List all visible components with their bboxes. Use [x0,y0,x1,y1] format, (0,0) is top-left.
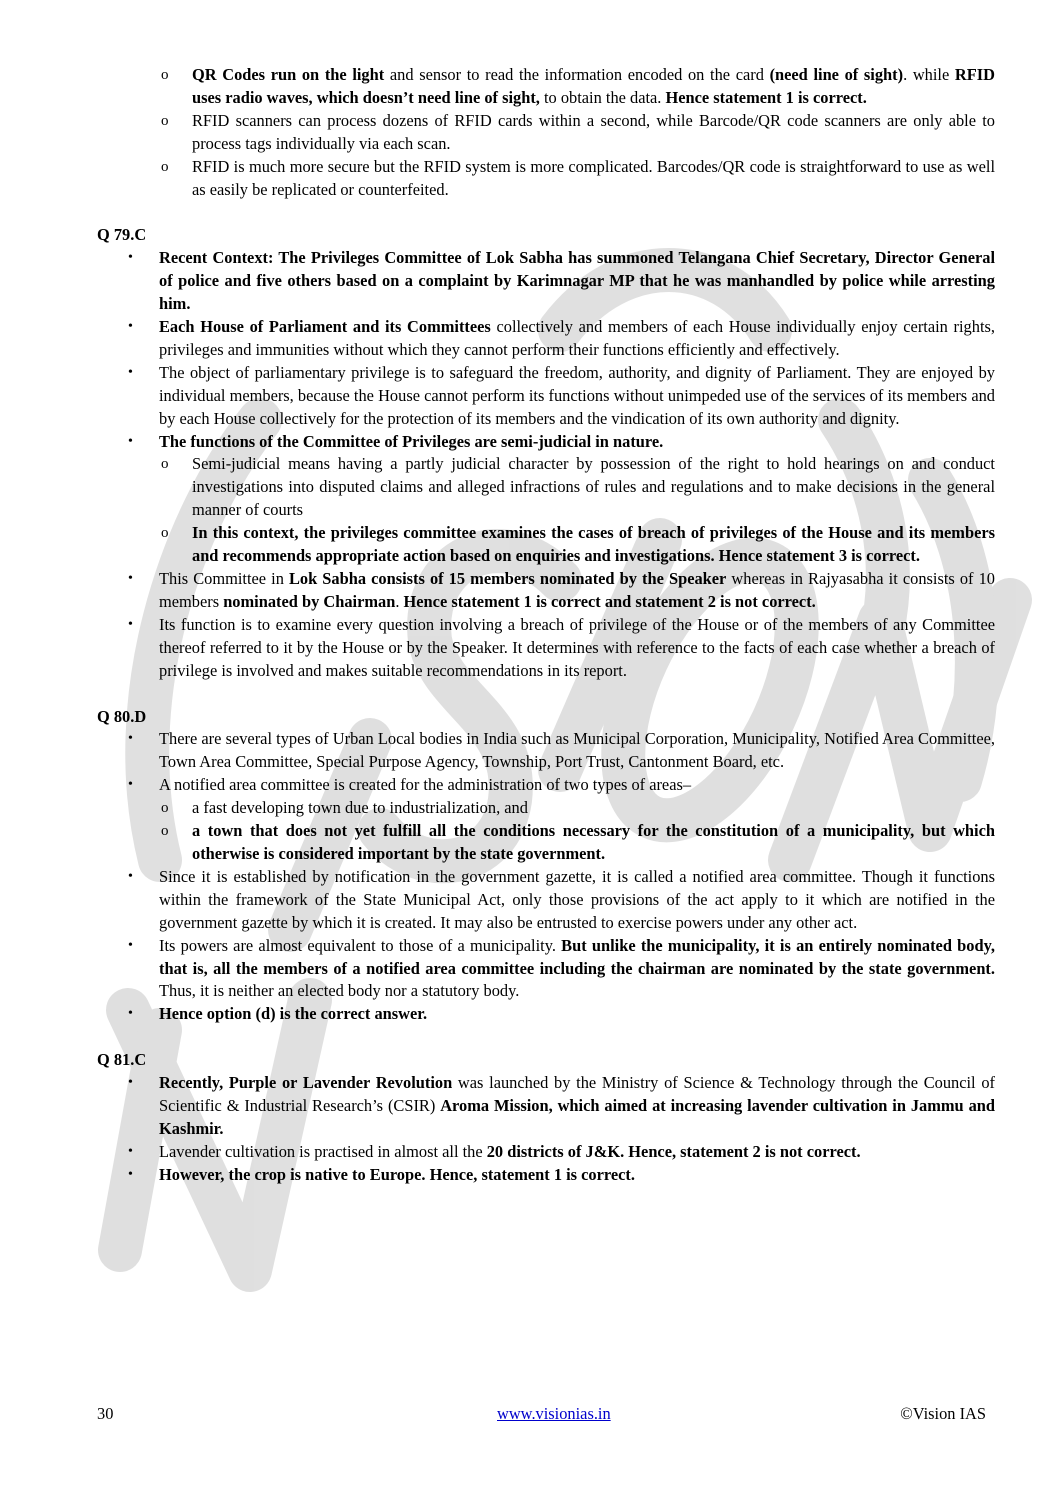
text-segment: Thus, it is neither an elected body nor a statutory body. [159,981,520,1001]
bullet-dot-icon: • [128,868,133,884]
bullet-dot-icon: • [128,777,133,793]
bullet-item [97,1003,995,1026]
page-footer [97,1403,986,1425]
text-segment: was launched by the Ministry of Science & Technology through the Council of Scientific & Industrial Research’s (CSIR) [159,1073,995,1116]
sub-bullet-item [97,453,995,522]
text-segment: whereas in Rajyasabha it consists of 10 members [159,569,995,611]
text-segment: RFID scanners can process dozens of RFID cards within a second, while Barcode/QR code scanners are only able to process tags individually via each scan. [192,110,995,153]
copyright-text: ©Vision IAS [900,1404,986,1423]
bold-text-segment: 20 districts of J&K. Hence, statement 2 is not correct. [486,1141,861,1161]
bold-text-segment: Recently, Purple or Lavender Revolution [159,1073,453,1093]
page-number: 30 [97,1404,114,1423]
bullet-dot-icon: • [128,433,133,449]
sub-bullet-item [97,797,995,820]
sub-bullet-item [97,522,995,568]
question-heading: Q 80.D [97,706,147,726]
bullet-dot-icon: • [128,937,133,953]
bold-text-segment: However, the crop is native to Europe. Hence, statement 1 is correct. [159,1164,635,1184]
bold-text-segment: In this context, the privileges committee examines the cases of breach of privileges of the House and its members and recommends appropriate action based on enquiries and investigations. Hence statement 3 is correct. [192,523,995,566]
hollow-circle-bullet-icon: o [161,456,169,473]
bullet-item [97,316,995,362]
text-segment: RFID is much more secure but the RFID system is more complicated. Barcodes/QR code is straightforward to use as well as easily be replicated or counterfeited. [192,156,995,199]
text-segment: to obtain the data. [539,87,666,107]
bold-text-segment: (need line of sight) [769,65,904,84]
question-section [97,706,995,1027]
text-segment: Its function is to examine every question involving a breach of privilege of the House or of the members of any Committee thereof referred to it by the House or by the Speaker. It determines with reference to the facts of each case whether a breach of privilege is involved and makes suitable recommendations in its report. [159,614,995,680]
hollow-circle-bullet-icon: o [161,823,169,840]
bullet-item [97,247,995,316]
bold-text-segment: Recent Context: The Privileges Committee of Lok Sabha has summoned Telangana Chief Secretary, Director General of police and five others based on a complaint by Karimnagar MP that he was manhandled by police while arresting him. [159,248,995,314]
bullet-dot-icon: • [128,731,133,747]
text-segment: This Committee in [159,569,289,589]
hollow-circle-bullet-icon: o [161,112,169,129]
text-segment: Its powers are almost equivalent to those of a municipality. [159,935,562,955]
text-segment: collectively and members of each House individually enjoy certain rights, privileges and immunities without which they cannot perform their functions efficiently and effectively. [159,317,995,359]
question-section [97,224,995,682]
text-segment: a fast developing town due to industrialization, and [192,798,528,818]
hollow-circle-bullet-icon: o [161,158,169,175]
text-segment: Lavender cultivation is practised in almost all the [159,1141,487,1161]
bullet-dot-icon: • [128,319,133,335]
bullet-dot-icon: • [128,1006,133,1022]
question-heading: Q 79.C [97,225,147,245]
bold-text-segment: nominated by Chairman [223,591,396,611]
sub-bullet-item [97,820,995,866]
sub-bullet-item [97,110,995,156]
text-segment: and sensor to read the information encoded on the card [384,65,770,84]
bullet-item [97,431,995,454]
bullet-item [97,362,995,431]
text-segment: There are several types of Urban Local bodies in India such as Municipal Corporation, Municipality, Notified Area Committee, Town Area Committee, Special Purpose Agency, Township, Port Trust, Cantonment Board, etc. [159,729,995,772]
website-link[interactable]: www.visionias.in [497,1404,611,1423]
bullet-dot-icon: • [128,1143,133,1159]
bullet-item [97,774,995,797]
bold-text-segment: Aroma Mission, which aimed at increasing lavender cultivation in Jammu and Kashmir. [159,1096,995,1138]
text-segment: Since it is established by notification in the government gazette, it is called a notified area committee. Though it functions within the framework of the State Municipal Act, only those provisions of the act apply to it which are notified in the government gazette by which it is created. It may also be entrusted to exercise powers under any other act. [159,866,995,932]
bold-text-segment: Each House of Parliament and its Committees [159,317,491,337]
bullet-item [97,614,995,683]
continued-section [97,64,995,201]
bullet-dot-icon: • [128,571,133,587]
text-segment: . while [903,65,955,84]
bold-text-segment: The functions of the Committee of Privileges are semi-judicial in nature. [159,431,664,451]
hollow-circle-bullet-icon: o [161,67,169,83]
bold-text-segment: Hence statement 1 is correct. [665,87,867,107]
sub-bullet-item [97,156,995,202]
hollow-circle-bullet-icon: o [161,800,169,817]
bullet-dot-icon: • [128,616,133,632]
text-segment: The object of parliamentary privilege is to safeguard the freedom, authority, and dignity of Parliament. They are enjoyed by individual members, because the House cannot perform its functions without unimpeded use of the services of its members and by each House collectively for the protection of its members and the vindication of its own authority and dignity. [159,362,995,428]
bullet-item [97,1141,995,1164]
bold-text-segment: Hence option (d) is the correct answer. [159,1004,428,1024]
sub-bullet-item [97,64,995,110]
bullet-dot-icon: • [128,250,133,266]
bullet-dot-icon: • [128,364,133,380]
bullet-dot-icon: • [128,1166,133,1182]
page-content [97,64,995,1187]
bold-text-segment: Lok Sabha consists of 15 members nominated by the Speaker [288,569,727,589]
question-section [97,1049,995,1186]
bullet-item [97,1164,995,1187]
bullet-dot-icon: • [128,1075,133,1091]
bullet-item [97,935,995,1004]
text-segment: . [395,591,404,611]
bullet-item [97,728,995,774]
bold-text-segment: a town that does not yet fulfill all the conditions necessary for the constitution of a municipality, but which otherwise is considered important by the state government. [192,821,995,863]
bold-text-segment: But unlike the municipality, it is an entirely nominated body, that is, all the members of a notified area committee including the chairman are nominated by the state government. [159,935,995,978]
hollow-circle-bullet-icon: o [161,525,169,542]
question-heading: Q 81.C [97,1050,147,1070]
text-segment: Semi-judicial means having a partly judicial character by possession of the right to hold hearings on and conduct investigations into disputed claims and alleged infractions of rules and regulations and to make decisions in the general manner of courts [192,454,995,520]
bullet-item [97,866,995,935]
bold-text-segment: QR Codes run on the light [192,65,385,84]
text-segment: A notified area committee is created for the administration of two types of areas– [159,775,692,795]
bold-text-segment: Hence statement 1 is correct and statement 2 is not correct. [403,591,816,611]
bullet-item [97,1072,995,1141]
bullet-item [97,568,995,614]
bold-text-segment: RFID uses radio waves, which doesn’t need line of sight, [192,65,995,107]
